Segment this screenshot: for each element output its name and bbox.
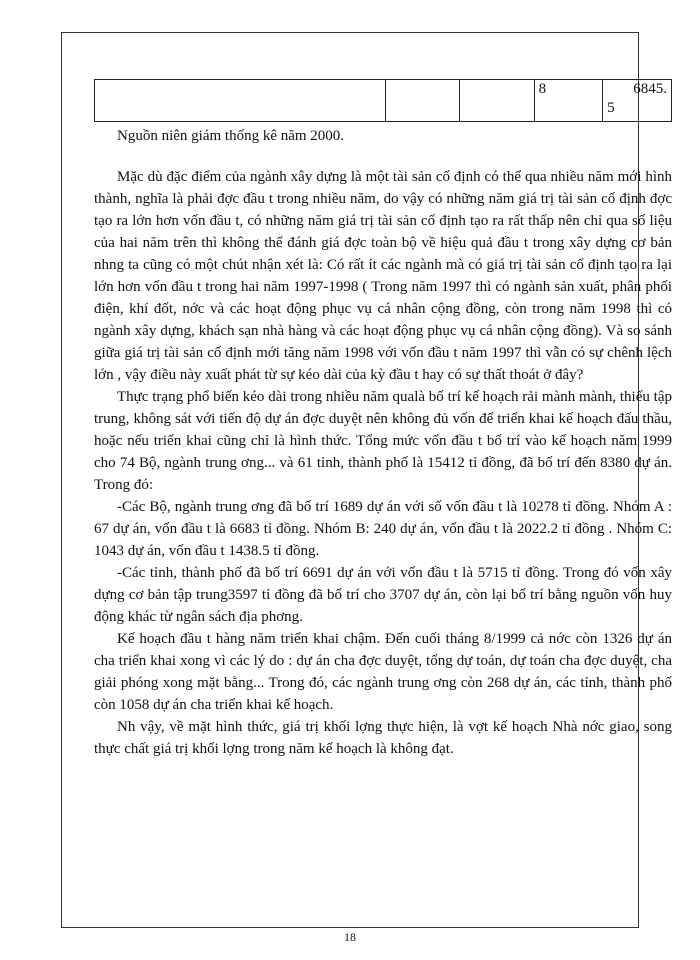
paragraph: Mặc dù đặc điểm của ngành xây dựng là một tài sản cố định có thể qua nhiều năm mới hình thành, nghĩa là phải đợc đầu t trong nhiều năm, do vậy có những năm giá trị tài sản cố định đợc tạo ra lớn hơn vốn đầu t, có những năm giá trị tài sản cố định tạo ra rất thấp nên chỉ qua số liệu của hai năm trên thì không thể đánh giá đợc toàn bộ về hiệu quả đầu t trong xây dựng cơ bản nhng ta cũng có một chút nhận xét là: Có rất ít các ngành mà có giá trị tài sản cố định tạo ra lại lớn hơn vốn đầu t trong hai năm 1997-1998 ( Trong năm 1997 thì có ngành sản xuất, phân phối điện, khí đốt, nớc và các hoạt động phục vụ cá nhân cộng đồng, còn trong năm 1998 thì có ngành xây dựng, khách sạn nhà hàng và các hoạt động phục vụ cá nhân cộng đồng). Và so sánh giữa giá trị tài sản cố định mới tăng năm 1998 với vốn đầu t năm 1997 thì vẫn có sự chênh lệch lớn , vậy điều này xuất phát từ sự kéo dài của kỳ đầu t hay có sự thất thoát ở đây? [94, 169, 672, 383]
paragraph: -Các tỉnh, thành phố đã bố trí 6691 dự án với vốn đầu t là 5715 tỉ đồng. Trong đó vốn xây dựng cơ bản tập trung3597 tỉ đồng đã bố trí cho 3707 dự án, còn lại bố trí bằng nguồn vốn huy động khác từ ngân sách địa phơng. [94, 565, 672, 625]
body-text [94, 166, 672, 760]
paragraph: Thực trạng phổ biến kéo dài trong nhiều năm qualà bố trí kế hoạch rải mành mành, thiếu tập trung, không sát với tiến độ dự án đợc duyệt nên không đủ vốn để triển khai kế hoạch đấu thầu, hoặc nếu triển khai cũng chỉ là hình thức. Tổng mức vốn đầu t bố trí vào kế hoạch năm 1999 cho 74 Bộ, ngành trung ơng... và 61 tỉnh, thành phố là 15412 tỉ đồng, đã bố trí đến 8380 dự án. Trong đó: [94, 389, 672, 493]
table-cell [385, 80, 459, 122]
table-row [95, 80, 672, 122]
page-number: 18 [344, 930, 356, 944]
table-cell [95, 80, 386, 122]
table-cell-value [603, 80, 672, 122]
data-table [94, 79, 672, 122]
table-cell-value-line2: 5 [607, 100, 615, 116]
paragraph: Kế hoạch đầu t hàng năm triển khai chậm. Đến cuối tháng 8/1999 cả nớc còn 1326 dự án cha triển khai xong vì các lý do : dự án cha đợc duyệt, tổng dự toán, dự toán cha đợc duyệt, cha giải phóng xong mặt bằng... Trong đó, các ngành trung ơng còn 268 dự án, các tỉnh, thành phố còn 1058 dự án cha triển khai kế hoạch. [94, 631, 672, 713]
table-cell: 8 [534, 80, 603, 122]
paragraph: Nh vậy, về mặt hình thức, giá trị khối lợng thực hiện, là vợt kế hoạch Nhà nớc giao, song thực chất giá trị khối lợng trong năm kế hoạch là không đạt. [94, 719, 672, 757]
table-cell [460, 80, 534, 122]
table-cell-value-line1: 6845. [633, 81, 667, 97]
source-note: Nguồn niên giám thống kê năm 2000. [117, 128, 345, 144]
paragraph: -Các Bộ, ngành trung ơng đã bố trí 1689 dự án với số vốn đầu t là 10278 tỉ đồng. Nhóm A : 67 dự án, vốn đầu t là 6683 tỉ đồng. Nhóm B: 240 dự án, vốn đầu t là 2022.2 tỉ đồng . Nhóm C: 1043 dự án, vốn đầu t 1438.5 tỉ đồng. [94, 499, 672, 559]
